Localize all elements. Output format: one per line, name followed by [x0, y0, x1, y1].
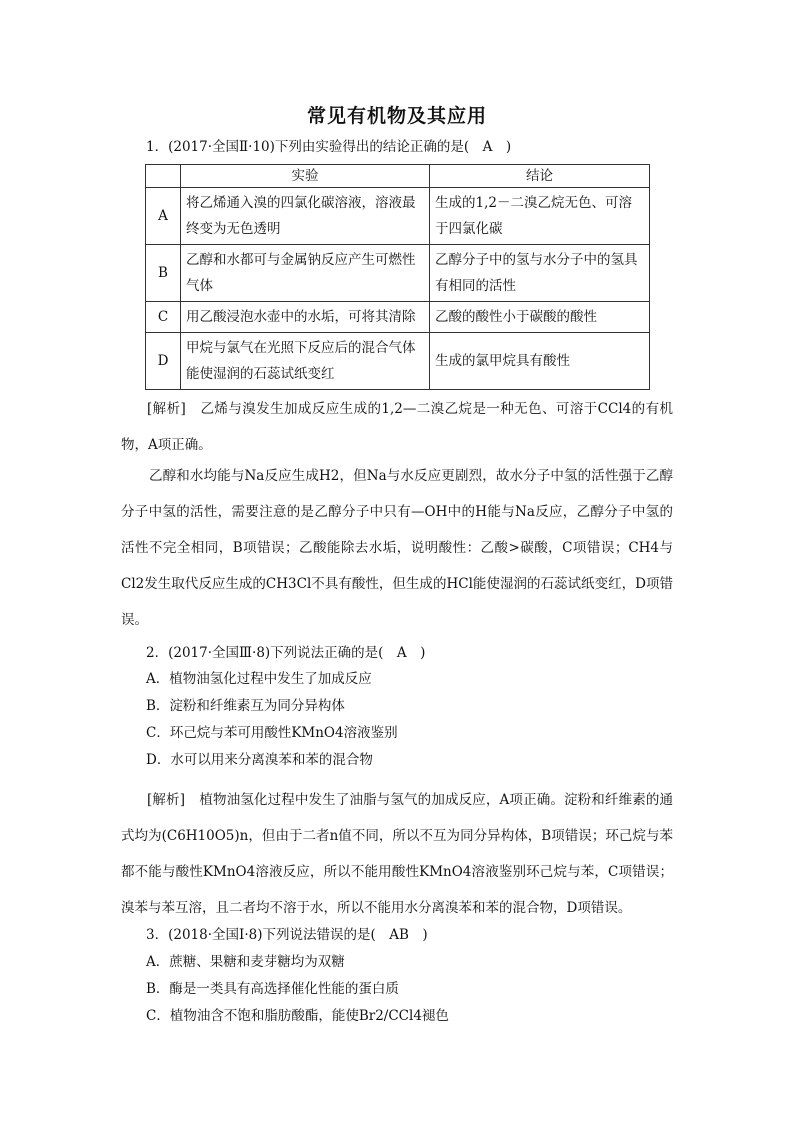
question-3-option-a: A．蔗糖、果糖和麦芽糖均为双糖	[146, 954, 345, 970]
question-3-option-c: C．植物油含不饱和脂肪酸酯，能使Br2/CCl4褪色	[146, 1008, 449, 1024]
question-2-option-d: D．水可以用来分离溴苯和苯的混合物	[146, 752, 373, 768]
table-row	[146, 245, 650, 302]
row-label: A	[146, 188, 181, 245]
question-1-stem: 1．(2017·全国Ⅱ·10)下列由实验得出的结论正确的是( A )	[146, 139, 512, 155]
question-1-analysis-1	[121, 391, 673, 463]
row-experiment: 用乙酸浸泡水壶中的水垢，可将其清除	[181, 302, 430, 333]
analysis-text: 乙烯与溴发生加成反应生成的1,2—二溴乙烷是一种无色、可溶于CCl4的有机物，A项正确。	[121, 401, 673, 453]
question-1-analysis-2: 乙醇和水均能与Na反应生成H2，但Na与水反应更剧烈，故水分子中氢的活性强于乙醇分子中氢的活性，需要注意的是乙醇分子中只有—OH中的H能与Na反应，乙醇分子中氢的活性不完全相同，B项错误；乙酸能除去水垢，说明酸性：乙酸>碳酸，C项错误；CH4与Cl2发生取代反应生成的CH3Cl不具有酸性，但生成的HCl能使湿润的石蕊试纸变红，D项错误。	[121, 468, 673, 628]
analysis-tag: [解析]	[147, 401, 186, 417]
analysis-tag: [解析]	[147, 792, 185, 808]
question-2-analysis	[121, 782, 673, 926]
analysis-text: 植物油氢化过程中发生了油脂与氢气的加成反应，A项正确。淀粉和纤维素的通式均为(C6H10O5)n，但由于二者n值不同，所以不互为同分异构体，B项错误；环己烷与苯都不能与酸性KMnO4溶液反应，所以不能用酸性KMnO4溶液鉴别环己烷与苯，C项错误；溴苯与苯互溶，且二者均不溶于水，所以不能用水分离溴苯和苯的混合物，D项错误。	[121, 792, 673, 916]
table-row	[146, 302, 650, 333]
table-corner-cell	[146, 165, 181, 188]
row-conclusion: 乙醇分子中的氢与水分子中的氢具有相同的活性	[430, 245, 650, 302]
row-experiment: 乙醇和水都可与金属钠反应产生可燃性气体	[181, 245, 430, 302]
page-title: 常见有机物及其应用	[306, 105, 487, 127]
table-header-conclusion: 结论	[430, 165, 650, 188]
table-header-experiment: 实验	[181, 165, 430, 188]
row-label: B	[146, 245, 181, 302]
question-2-option-b: B．淀粉和纤维素互为同分异构体	[146, 698, 345, 714]
question-2-stem: 2．(2017·全国Ⅲ·8)下列说法正确的是( A )	[146, 645, 426, 661]
row-label: D	[146, 333, 181, 390]
row-conclusion: 生成的氯甲烷具有酸性	[430, 333, 650, 390]
row-experiment: 将乙烯通入溴的四氯化碳溶液，溶液最终变为无色透明	[181, 188, 430, 245]
row-conclusion: 生成的1,2－二溴乙烷无色、可溶于四氯化碳	[430, 188, 650, 245]
table-header-row	[146, 165, 650, 188]
row-experiment: 甲烷与氯气在光照下反应后的混合气体能使湿润的石蕊试纸变红	[181, 333, 430, 390]
table-row	[146, 188, 650, 245]
table-row	[146, 333, 650, 390]
row-label: C	[146, 302, 181, 333]
question-2-option-a: A．植物油氢化过程中发生了加成反应	[146, 671, 372, 687]
question-3-option-b: B．酶是一类具有高选择催化性能的蛋白质	[146, 981, 399, 997]
row-conclusion: 乙酸的酸性小于碳酸的酸性	[430, 302, 650, 333]
question-3-stem: 3．(2018·全国Ⅰ·8)下列说法错误的是( AB )	[146, 927, 428, 943]
question-2-option-c: C．环己烷与苯可用酸性KMnO4溶液鉴别	[146, 725, 398, 741]
experiment-table	[145, 164, 650, 390]
